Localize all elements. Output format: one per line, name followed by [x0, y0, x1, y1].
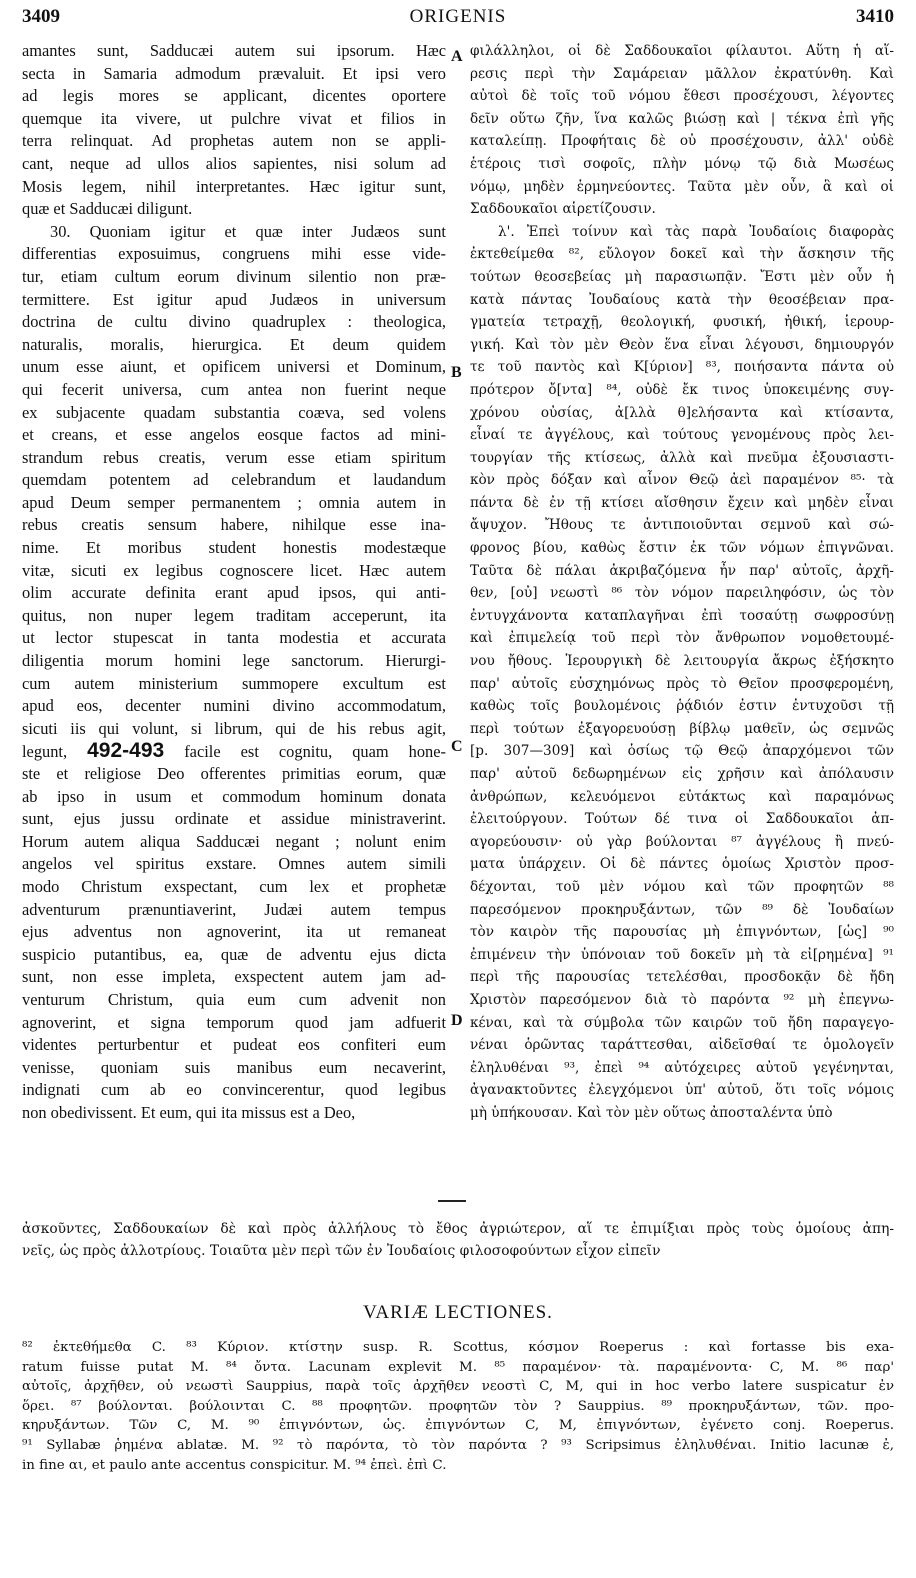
- page-header: [22, 6, 894, 34]
- variant-note-line: αὐτοῖς, ἀρχῆθεν, οὐ νεωστὶ Sauppius, παρὰ τοῖς ἀρχῆθεν νεοστὶ C, M, qui in hoc verbo latere suspicatur ἐν: [22, 1379, 894, 1395]
- latin-line: indignati cum ab eo convincerentur, quod legibus: [22, 1080, 446, 1100]
- latin-line: olim accurate definita erant apud ipsos, qui anti-: [22, 583, 446, 603]
- latin-line: et creans, et esse angelos eosque factos ad mini-: [22, 425, 446, 445]
- greek-line: νου ἤθους. Ἱερουργικὴ δὲ λειτουργία ἄκρως ἐξήσκητο: [470, 653, 894, 670]
- greek-line: πρότερον ὄ[ντα] ⁸⁴, οὐδὲ ἔκ τινος ὑποκειμένης συγ-: [470, 381, 894, 398]
- latin-line: 30. Quoniam igitur et quæ inter Judæos sunt: [50, 221, 446, 241]
- greek-line: ἀγανακτοῦντες ἐλεγχόμενοι ὑπ' αὐτοῦ, ὅτι τοῖς νόμοις: [470, 1082, 894, 1099]
- page-number-left: 3409: [22, 6, 60, 27]
- margin-letter-c: C: [451, 738, 463, 755]
- greek-line: λ'. Ἐπεὶ τοίνυν καὶ τὰς παρὰ Ἰουδαίοις διαφορὰς: [498, 223, 894, 240]
- greek-line: ἄψυχον. Ἤθους τε ἀντιποιοῦνται σεμνοῦ καὶ σώ-: [470, 517, 894, 534]
- latin-line: sunt, ejus jussu ordinate et assidue ministraverint.: [22, 809, 446, 829]
- greek-line: Σαδδουκαῖοι αἱρετίζουσιν.: [470, 201, 656, 218]
- greek-line: τε τοῦ παντὸς καὶ Κ[ύριον] ⁸³, ποιήσαντα πάντα οὐ: [470, 359, 894, 376]
- greek-line: κέναι, καὶ τὰ σύμβολα τῶν καιρῶν τοῦ ἤδη παραγεγο-: [470, 1014, 894, 1031]
- greek-column: [470, 40, 894, 1125]
- latin-line: terra relinquat. Ad prophetas autem non se appli-: [22, 131, 446, 151]
- footer-greek-continuation: [22, 1218, 894, 1262]
- greek-line: παρ' αὐτοῖς εὐσχημόνως πρὸς τὸ Θεῖον προσφερομένη,: [470, 675, 894, 692]
- latin-line: ejus adventus non agnoverint, ita ut remaneat: [22, 922, 446, 942]
- greek-line: πάντα δὲ ἐν τῇ κτίσει αἴσθησιν ἔχειν καὶ μηδὲν εἶναι: [470, 494, 894, 511]
- greek-line: φιλάλληλοι, οἱ δὲ Σαδδουκαῖοι φίλαυτοι. Αὕτη ἡ αἵ-: [470, 43, 894, 59]
- greek-line: γική. Καὶ τὸν μὲν Θεὸν ἕνα εἶναι λέγουσι, δημιουργόν: [470, 336, 894, 353]
- latin-line: amantes sunt, Sadducæi autem sui ipsorum. Hæc: [22, 41, 446, 60]
- latin-line: differentias exposuimus, congruens mihi esse vide-: [22, 244, 446, 264]
- greek-line: δεῖν οὕτω ζῆν, ἵνα καλῶς βιώσῃ καὶ | τέκνα ἐπὶ γῆς: [470, 110, 894, 127]
- latin-line: secta in Samaria admodum prævaluit. Et ipsi vero: [22, 63, 446, 83]
- latin-line: termittere. Est igitur apud Judæos in universum: [22, 289, 446, 309]
- latin-line: venisse, quoniam suis manibus eum necaverint,: [22, 1057, 446, 1077]
- greek-line: κὸν πρὸς δόξαν καὶ αἶνον Θεῷ ἀεὶ παραμένον ⁸⁵· τὰ: [470, 472, 894, 489]
- latin-line: legunt, 492-493 facile est cognitu, quam hone-: [22, 740, 446, 763]
- latin-line: quemque ita vivere, ut pulchre vivat et filios in: [22, 108, 446, 128]
- margin-letter-a: A: [451, 48, 463, 65]
- latin-line: ab ipso in usum et commodum hominum donata: [22, 786, 446, 806]
- latin-line: ut lector stupescat in tanta modestia et accurata: [22, 628, 446, 648]
- variant-note-line: ⁹¹ Syllabæ ῥημένα ablatæ. M. ⁹² τὸ παρόντα, τὸ τὸν παρόντα ? ⁹³ Scripsimus ἐληλυθέναι. Initio lacunæ ἐ,: [22, 1437, 894, 1453]
- greek-line: καὶ ἐπιμελείᾳ τοῦ περὶ τὸν ἄνθρωπον νομοθετουμέ-: [470, 630, 894, 647]
- latin-line: ste et religiose Deo offerentes primitias eorum, quæ: [22, 764, 446, 783]
- greek-line: δέχονται, τοῦ μὲν νόμου καὶ τῶν προφητῶν ⁸⁸: [470, 878, 894, 895]
- latin-line: venturum Christum, quia eum cum advenit non: [22, 989, 446, 1009]
- greek-line: τὸν καιρὸν τῆς παρουσίας μὴ ἐπιγνόντων, [ὡς] ⁹⁰: [470, 924, 894, 941]
- variant-note-line: ⁸² ἐκτεθήμεθα C. ⁸³ Κύριον. κτίστην susp. R. Scottus, κόσμον Roeperus : καὶ fortasse bis exa-: [22, 1340, 894, 1355]
- page-number-right: 3410: [856, 6, 894, 27]
- latin-line: unum esse aiunt, et opificem universi et Dominum,: [22, 357, 446, 377]
- variae-lectiones-notes: [22, 1338, 894, 1475]
- greek-line: γματεία τετραχῇ, θεολογική, φυσική, ἠθική, ἱερουρ-: [470, 314, 894, 331]
- latin-line: ex subjacente quadam substantia coæva, sed volens: [22, 402, 446, 422]
- greek-line: θεν, [οὐ] νεωστὶ ⁸⁶ τὸν νόμον παρειληφόσιν, ὡς τὸν: [470, 585, 894, 602]
- latin-line: sicuti iis qui volunt, si librum, qui de his rebus agit,: [22, 718, 446, 738]
- greek-line: [p. 307—309] καὶ ὁσίως τῷ Θεῷ ἀπαρχόμενοι τῶν: [470, 743, 894, 760]
- latin-line: adventurum prænuntiaverint, Judæi autem tempus: [22, 899, 446, 919]
- footer-line: ἀσκοῦντες, Σαδδουκαίων δὲ καὶ πρὸς ἀλλήλους τὸ ἔθος ἀγριώτερον, αἵ τε ἐπιμίξιαι πρὸς τοὺς ὁμοίους ἀπη-: [22, 1221, 894, 1237]
- greek-line: νόμῳ, μηδὲν ἑρμηνεύοντες. Ταῦτα μὲν οὖν, ἃ καὶ οἱ: [470, 178, 894, 195]
- greek-line: ἐντυγχάνοντα καταπλαγῆναι ἐπὶ τοσαύτῃ σωφροσύνῃ: [470, 607, 894, 624]
- greek-line: ἑτέροις τισὶ σοφοῖς, πλὴν μόνῳ τῷ διὰ Μωσέως: [470, 155, 894, 172]
- greek-line: εἶναί τε ἀγγέλους, καὶ τούτους γενομένους πρὸς λει-: [470, 427, 894, 444]
- column-reference: 492-493: [87, 740, 165, 763]
- latin-line: cum autem ministerium summopere excultum est: [22, 673, 446, 693]
- greek-line: παρεσόμενον προκηρυξάντων, τῶν ⁸⁹ δὲ Ἰουδαίων: [470, 901, 894, 918]
- footer-line: νεῖς, ὡς πρὸς ἀλλοτρίους. Τοιαῦτα μὲν περὶ τῶν ἐν Ἰουδαίοις φιλοσοφούντων εἶχον εἰπεῖν: [22, 1243, 661, 1259]
- latin-line: quemdam potentem ad celebrandum et laudandum: [22, 470, 446, 490]
- greek-line: ματα ὑπάρχειν. Οἱ δὲ πάντες ὁμοίως Χριστὸν προσ-: [470, 856, 894, 873]
- latin-line: tur, etiam cultum eorum divinum silentio non præ-: [22, 266, 446, 286]
- running-title: ORIGENIS: [409, 6, 507, 27]
- latin-line: modo Christum exspectant, cum lex et prophetæ: [22, 876, 446, 896]
- latin-line: suspicio putantibus, ea, quæ de adventu ejus dicta: [22, 944, 446, 964]
- greek-line: περὶ τῆς παρουσίας τετελέσθαι, προσδοκᾷν δὲ ἤδη: [470, 969, 894, 986]
- variant-note-line: ratum fuisse putat M. ⁸⁴ ὄντα. Lacunam explevit M. ⁸⁵ παραμένον· τὰ. παραμένοντα· C, M. ⁸⁶ παρ': [22, 1359, 894, 1375]
- variant-note-line: ὅρει. ⁸⁷ βούλονται. βούλοινται C. ⁸⁸ προφητῶν. προφητῶν τὸν ? Sauppius. ⁸⁹ προκηρυξάντων, τῶν. προ-: [22, 1398, 894, 1414]
- latin-line: apud Deum semper permanentem ; omnia autem in: [22, 492, 446, 512]
- latin-line: agnoverint, et signa temporum quod jam adfuerit: [22, 1012, 446, 1032]
- latin-line: naturalis, moralis, hierurgica. Et deum quidem: [22, 334, 446, 354]
- greek-line: καθὼς τοῖς βουλομένοις ῥᾴδιόν ἐστιν ἐντυχοῦσι τῇ: [470, 698, 894, 715]
- greek-line: αγορεύουσιν· οὐ γὰρ βούλονται ⁸⁷ ἀγγέλους ἢ πνεύ-: [470, 833, 894, 850]
- greek-line: χρόνου οὐσίας, ἀ[λλὰ θ]ελήσαντα καὶ κτίσαντα,: [470, 404, 894, 421]
- latin-line: diligentia morum homini lege sanctorum. Hierurgi-: [22, 651, 446, 671]
- greek-line: Ταῦτα δὲ πάλαι ἀκριβαζόμενα ἦν παρ' αὐτοῖς, ἀρχῆ-: [470, 562, 894, 579]
- greek-line: ἐπιμένειν τὴν ὑπόνοιαν τοῦ δοκεῖν μὴ τὰ εἰ[ρημένα] ⁹¹: [470, 946, 894, 963]
- latin-line: quæ et Sadducæi diligunt.: [22, 199, 193, 219]
- variant-note-line: κηρυξάντων. Τῶν C, M. ⁹⁰ ἐπιγνόντων, ὡς. ἐπιγνόντων C, M, ἐπιγνόντων, ἐγένετο conj. Roeperus.: [22, 1418, 894, 1434]
- column-end-rule: [438, 1200, 466, 1202]
- latin-line: apud eos, decenter numini divino accommodatum,: [22, 696, 446, 716]
- latin-line: strandum rebus creatis, verum esse etiam spiritum: [22, 447, 446, 467]
- latin-line: Horum autem aliqua Sadducæi negant ; nolunt enim: [22, 831, 446, 851]
- greek-line: μὴ ὑπήκουσαν. Καὶ τὸν μὲν οὕτως ἀποσταλέντα ὑπὸ: [470, 1104, 833, 1121]
- greek-line: καταλείπῃ. Προφήταις δὲ οὐ προσέχουσιν, ἀλλ' οὐδὲ: [470, 133, 894, 150]
- latin-line: nime. Et moribus student honestis modestæque: [22, 538, 446, 558]
- latin-column: [22, 40, 446, 1125]
- variant-note-line: in fine αι, et paulo ante accentus conspicitur. M. ⁹⁴ ἐπεὶ. ἐπὶ C.: [22, 1457, 447, 1473]
- greek-line: ρεσις περὶ τὴν Σαμάρειαν μᾶλλον ἐκρατύνθη. Καὶ: [470, 65, 894, 82]
- latin-line: cant, neque ad ullos alios sapientes, nisi solum ad: [22, 153, 446, 173]
- greek-line: ἐληλυθέναι ⁹³, ἐπεὶ ⁹⁴ αὐτόχειρες αὐτοῦ γεγένηνται,: [470, 1059, 894, 1076]
- greek-line: περὶ τούτων ἐξαγορευούσῃ βίβλῳ μαθεῖν, ὡς σεμνῶς: [470, 720, 894, 737]
- latin-line: quitus, non nuper legem traditam acceperunt, ita: [22, 605, 446, 625]
- greek-line: νέναι ὁρῶντας ταράττεσθαι, αἰδεῖσθαί τε ὁμολογεῖν: [470, 1037, 894, 1054]
- variae-lectiones-title: VARIÆ LECTIONES.: [363, 1302, 553, 1323]
- greek-line: Χριστὸν παρεσόμενον διὰ τὸ παρόντα ⁹² μὴ ἐπεγνω-: [470, 991, 894, 1008]
- latin-line: videntes perturbentur et pudeat eos confiteri eum: [22, 1035, 446, 1055]
- greek-line: φρονος βίου, καθὼς ἔστιν ἐκ τῶν νόμων ἐπιγνῶναι.: [470, 540, 894, 557]
- greek-line: ἀνθρώπων, κελευόμενοι εὐτάκτως καὶ παραμόνως: [470, 788, 894, 805]
- latin-line: rebus creatis sensum habere, nihilque esse ina-: [22, 515, 446, 535]
- latin-line: qui fecerit universa, cum antea non fuerint neque: [22, 379, 446, 399]
- greek-line: ἐκτεθείμεθα ⁸², εὔλογον δοκεῖ καὶ τὴν ἄσκησιν τῆς: [470, 246, 894, 263]
- latin-line: angelos vel spiritus exstare. Omnes autem simili: [22, 854, 446, 874]
- greek-line: τουργίαν τῆς κτίσεως, ἀλλὰ καὶ πνεῦμα ἐξουσιαστι-: [470, 449, 894, 466]
- margin-letter-d: D: [451, 1012, 463, 1029]
- latin-line: Mosis legem, nihil interpretantes. Hæc igitur sunt,: [22, 176, 446, 196]
- greek-line: ἐλειτούργουν. Τούτων δέ τινα οἱ Σαδδουκαῖοι ἀπ-: [470, 811, 894, 828]
- latin-line: doctrina de cultu divino quadruplex : theologica,: [22, 312, 446, 332]
- latin-line: non obedivissent. Et eum, qui ita missus est a Deo,: [22, 1102, 356, 1122]
- greek-line: αὐτοὶ δὲ τοῖς τοῦ νόμου ἔθεσι προσέχουσι, λέγοντες: [470, 88, 894, 105]
- latin-line: ad legis mores se applicant, dicentes oportere: [22, 86, 446, 106]
- greek-line: κατὰ πάντας Ἰουδαίους κατὰ τὴν θεοσέβειαν πρα-: [470, 291, 894, 308]
- greek-line: παρ' αὐτοῦ δεδωρημένων εἰς χρῆσιν καὶ ἀπόλαυσιν: [470, 766, 894, 782]
- margin-letter-b: B: [451, 364, 462, 381]
- greek-line: τούτων θεοσεβείας μὴ παρασιωπᾷν. Ἔστι μὲν οὖν ἡ: [470, 268, 894, 285]
- latin-line: vitæ, sicuti ex legibus cognoscere licet. Hæc autem: [22, 560, 446, 580]
- latin-line: sunt, non esse impleta, exspectent autem jam ad-: [22, 967, 446, 987]
